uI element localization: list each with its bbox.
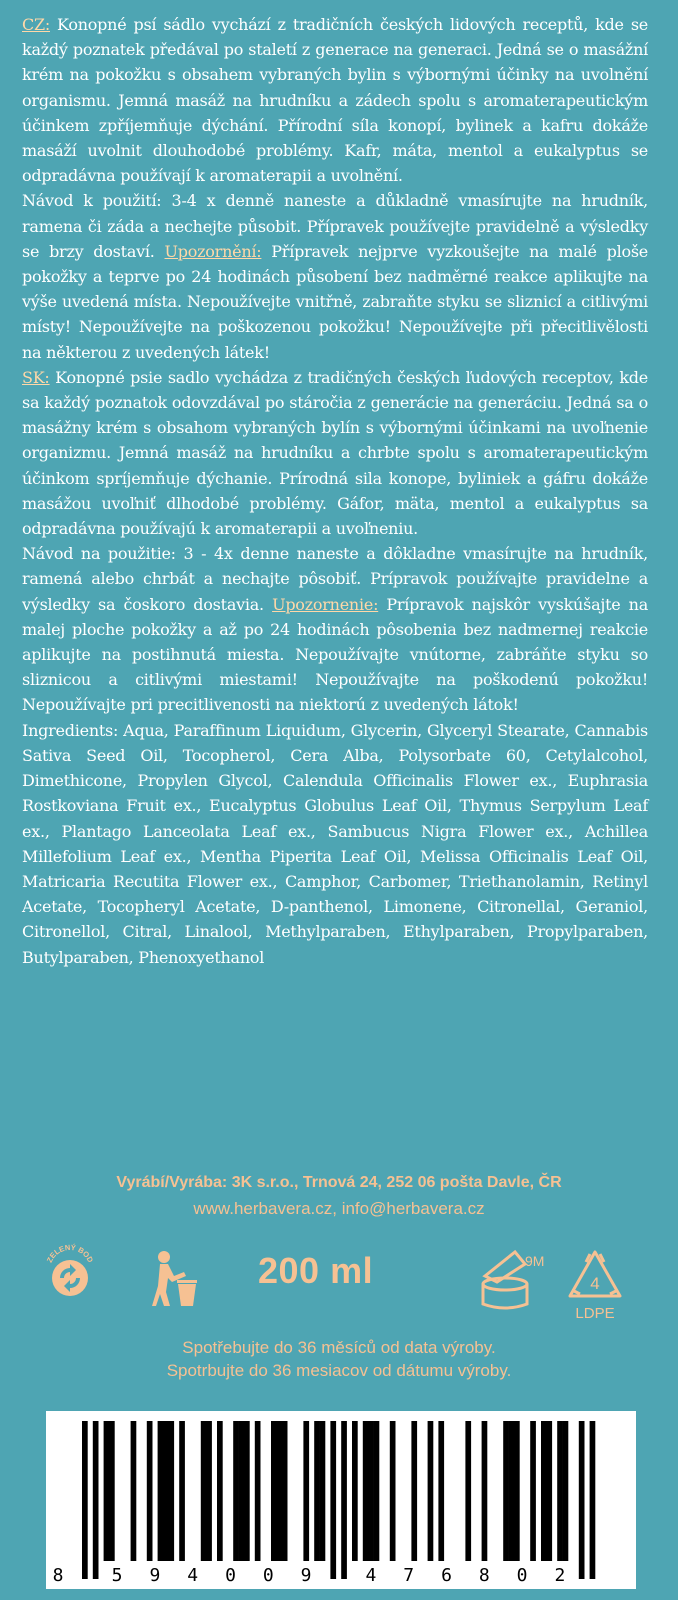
manufacturer-contact: www.herbavera.cz, info@herbavera.cz: [193, 1199, 485, 1218]
green-dot-text: ZELENÝ BOD: [44, 1242, 96, 1264]
sk-label: SK:: [22, 367, 50, 387]
sk-description: [22, 365, 648, 541]
barcode-bar: [482, 1421, 488, 1561]
cz-warning-label: Upozornění:: [164, 241, 262, 261]
recycle-number: 4: [590, 1274, 600, 1293]
barcode-bar: [276, 1421, 282, 1561]
barcode-bar: [282, 1421, 288, 1561]
barcode-bar: [163, 1421, 169, 1561]
barcode-bar: [233, 1421, 239, 1561]
barcode-bar: [217, 1421, 223, 1561]
barcode-bar: [147, 1421, 153, 1561]
barcode-digit: 5: [111, 1565, 123, 1586]
barcode-guard-bar: [330, 1421, 336, 1579]
ingredients-list: Ingredients: Aqua, Paraffinum Liquidum, Glycerin, Glyceryl Stearate, Cannabis Sativa Seed Oil, Tocopherol, Cera Alba, Polysorbate 60, Cetylalcohol, Dimethicone, Propylen Glycol, Calendula Officinalis Flower ex., Euphrasia Rostkoviana Fruit ex., Eucalyptus Globulus Leaf Oil, Thymus Serpylum Leaf ex., Plantago Lanceolata Leaf ex., Sambucus Nigra Flower ex., Achillea Millefolium Leaf ex., Mentha Piperita Leaf Oil, Melissa Officinalis Leaf Oil, Matricaria Recutita Flower ex., Camphor, Carbomer, Triethanolamin, Retinyl Acetate, Tocopheryl Acetate, D-panthenol, Limonene, Citronellal, Geraniol, Citronellol, Citral, Linalool, Methylparaben, Ethylparaben, Propylparaben, Butylparaben, Phenoxyethanol: [22, 720, 648, 967]
barcode-bar: [244, 1421, 250, 1561]
barcode-bar: [255, 1421, 261, 1561]
sk-usage: [22, 541, 648, 717]
barcode-bar: [514, 1421, 520, 1561]
barcode-bar: [438, 1421, 444, 1561]
barcode-bar: [530, 1421, 536, 1561]
label-text: [22, 12, 648, 970]
barcode-bar: [314, 1421, 320, 1561]
barcode-digit: 8: [52, 1565, 64, 1586]
expiry-notice: [0, 1336, 678, 1382]
barcode-bar: [411, 1421, 417, 1561]
barcode-bar: [509, 1421, 515, 1561]
barcode-bar: [320, 1421, 326, 1561]
barcode-bar: [557, 1421, 563, 1561]
sk-usage-text: Návod na použitie: 3 - 4x denne naneste a dôkladne vmasírujte na hrudník, ramená alebo chrbát a nechajte pôsobiť. Prípravok používajte pravidelne a výsledky sa čoskoro dostavia.: [22, 544, 648, 614]
barcode-bar: [352, 1421, 358, 1561]
barcode-bar: [390, 1421, 396, 1561]
recycle-code: LDPE: [575, 1305, 615, 1322]
barcode-digit: 9: [300, 1565, 312, 1586]
cz-warning-text: Přípravek nejprve vyzkoušejte na malé ploše pokožky a teprve po 24 hodinách působení bez nadměrné reakce aplikujte na výše uvedená místa. Nepoužívejte vnitřně, zabraňte styku se sliznicí a citlivými místy! Nepoužívejte na poškozenou pokožku! Nepoužívejte při přecitlivělosti na některou z uvedených látek!: [22, 241, 649, 362]
barcode-bar: [271, 1421, 277, 1561]
barcode-digit: 7: [403, 1565, 415, 1586]
volume: 200 ml: [258, 1250, 374, 1291]
barcode-bar: [541, 1421, 547, 1561]
barcode-digit: 0: [262, 1565, 274, 1586]
barcode-digit: 4: [187, 1565, 199, 1586]
manufacturer-address: Vyrábí/Vyrába: 3K s.r.o., Trnová 24, 252 06 pošta Davle, ČR: [116, 1174, 562, 1191]
barcode-bar: [239, 1421, 245, 1561]
expiry-cz: Spotřebujte do 36 měsíců od data výroby.: [182, 1338, 496, 1357]
barcode-guard-bar: [341, 1421, 347, 1579]
barcode-bar: [168, 1421, 174, 1561]
barcode-digit: 8: [478, 1565, 490, 1586]
cz-label: CZ:: [22, 15, 50, 34]
barcode-bar: [109, 1421, 115, 1561]
sk-warning-text: Prípravok najskôr vyskúšajte na malej ploche pokožky a až po 24 hodinách pôsobenia bez nadmernej reakcie aplikujte na postihnutá miesta. Nepoužívajte vnútorne, zabráňte styku so sliznicou a citlivými miestami! Nepoužívajte na poškodenú pokožku! Nepoužívajte pri precitlivenosti na niektorú z uvedených látok!: [22, 594, 648, 715]
tidyman-icon: [150, 1248, 200, 1308]
recycle-icon: [560, 1248, 630, 1328]
barcode-bar: [374, 1421, 380, 1561]
barcode-digit: 6: [441, 1565, 452, 1586]
barcode-bar: [503, 1421, 509, 1561]
barcode-bar: [179, 1421, 185, 1561]
barcode-bar: [206, 1421, 212, 1561]
barcode-bar: [465, 1421, 471, 1561]
pao-text: 9M: [525, 1253, 545, 1269]
green-dot-icon: [40, 1240, 100, 1300]
barcode-bar: [563, 1421, 569, 1561]
barcode-bar: [368, 1421, 374, 1561]
barcode-bar: [104, 1421, 110, 1561]
barcode: [46, 1411, 636, 1589]
barcode-graphic: [46, 1411, 636, 1589]
barcode-digit: 9: [149, 1565, 161, 1586]
barcode-guard-bar: [93, 1421, 99, 1579]
cz-intro: Konopné psí sádlo vychází z tradičních českých lidových receptů, kde se každý poznatek předával po staletí z generace na generaci. Jedná se o masážní krém na pokožku s obsahem vybraných bylin s výbornými účinky na uvolnění organismu. Jemná masáž na hrudníku a zádech spolu s aromaterapeutickým účinkem zpříjemňuje dýchání. Přírodní síla konopí, bylinek a kafru dokáže masáží uvolnit dlouhodobé problémy. Kafr, máta, mentol a eukalyptus se odpradávna používají k aromaterapii a uvolnění.: [22, 15, 648, 186]
barcode-bar: [303, 1421, 309, 1561]
period-after-opening-icon: [475, 1242, 555, 1312]
barcode-digit: 0: [225, 1565, 236, 1586]
cz-description: [22, 12, 648, 188]
barcode-bar: [201, 1421, 207, 1561]
sk-intro: Konopné psie sadlo vychádza z tradičných českých ľudových receptov, kde sa každý poznatok odovzdával po stáročia z generácie na generáciu. Jedná sa o masážny krém s obsahom vybraných bylín s výbornými účinkami na uvoľnenie organizmu. Jemná masáž na hrudníku a chrbte spolu s aromaterapeutickým účinkom spríjemňuje dýchanie. Prírodná sila konope, byliniek a gáfru dokáže masážou uvoľniť dlhodobé problémy. Gáfor, mäta, mentol a eukalyptus sa odpradávna používajú k aromaterapii a uvoľneniu.: [22, 367, 648, 539]
barcode-bar: [428, 1421, 434, 1561]
barcode-bar: [546, 1421, 552, 1561]
barcode-guard-bar: [590, 1421, 596, 1579]
barcode-digit: 0: [516, 1565, 528, 1586]
barcode-guard-bar: [82, 1421, 88, 1579]
barcode-bar: [158, 1421, 164, 1561]
barcode-bar: [131, 1421, 137, 1561]
barcode-bar: [363, 1421, 369, 1561]
cz-usage-text: Návod k použití: 3-4 x denně naneste a důkladně vmasírujte na hrudník, ramena či záda a nechejte působit. Přípravek používejte pravidelně a výsledky se brzy dostaví.: [22, 191, 648, 261]
barcode-digit: 2: [554, 1565, 566, 1586]
expiry-sk: Spotrbujte do 36 mesiacov od dátumu výroby.: [166, 1361, 512, 1380]
sk-warning-label: Upozornenie:: [272, 594, 379, 614]
cz-usage: [22, 188, 648, 364]
barcode-digit: 4: [365, 1565, 377, 1586]
barcode-guard-bar: [579, 1421, 585, 1579]
